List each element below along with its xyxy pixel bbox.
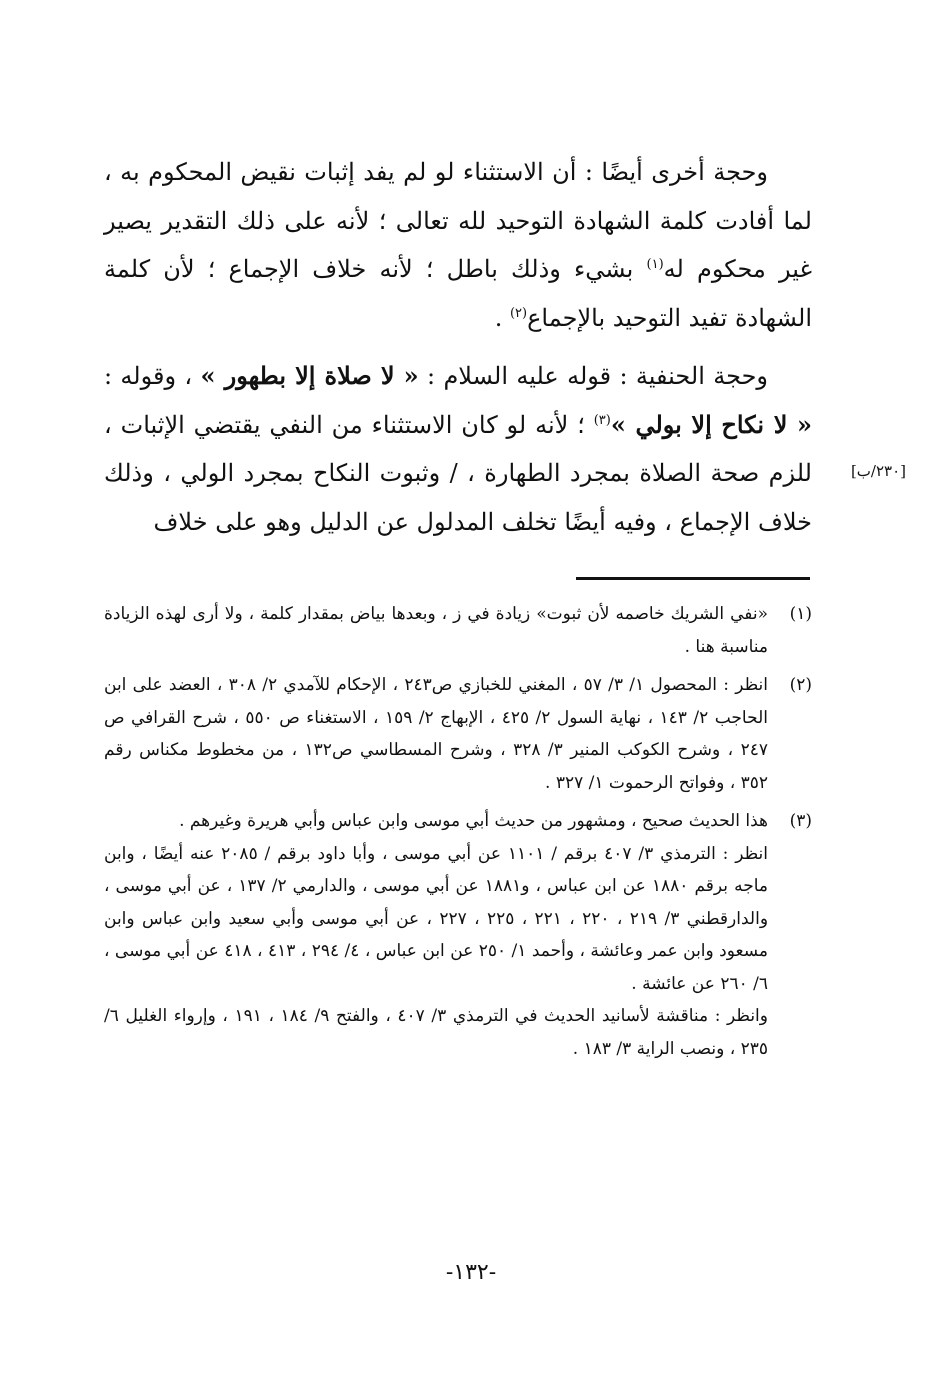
page-number: -١٣٢- — [445, 1260, 497, 1285]
body-paragraph — [104, 352, 812, 546]
footnote-number: (٣) — [789, 811, 812, 831]
body-paragraph — [104, 148, 812, 342]
footnote — [104, 805, 812, 1065]
footnote-number: (٢) — [789, 675, 812, 695]
text-run: ؛ لأنه لو كان الاستثناء من النفي يقتضي الإثبات ، للزم صحة الصلاة بمجرد الطهارة ، / وثبوت النكاح بمجرد الولي ، وذلك خلاف الإجماع ، وفيه أيضًا تخلف المدلول عن الدليل وهو على خلاف — [104, 410, 812, 536]
footnote-number: (١) — [789, 604, 812, 624]
footnote-text: «نفي الشريك خاصمه لأن ثبوت» زيادة في ز ، وبعدها بياض بمقدار كلمة ، ولا أرى لهذه الزيادة مناسبة هنا . — [104, 604, 768, 657]
text-run: . — [494, 303, 510, 332]
main-text — [104, 148, 812, 546]
footnote-text: وانظر : مناقشة لأسانيد الحديث في الترمذي ٣/ ٤٠٧ ، والفتح ٩/ ١٨٤ ، ١٩١ ، وإرواء الغليل ٦/ ٢٣٥ ، ونصب الراية ٣/ ١٨٣ . — [104, 1006, 768, 1059]
hadith-quote: « لا صلاة إلا بطهور » — [200, 361, 419, 390]
hadith-quote: « لا نكاح إلا بولي » — [610, 409, 812, 439]
footnote-reference: (١) — [646, 257, 664, 272]
text-run: وحجة أخرى أيضًا : أن الاستثناء لو لم يفد إثبات نقيض المحكوم به ، لما أفادت كلمة الشهادة التوحيد لله تعالى ؛ لأنه على ذلك التقدير يصير غير محكوم له — [104, 158, 812, 283]
footnote — [104, 669, 812, 799]
footnotes — [104, 598, 812, 1071]
footnote-text: هذا الحديث صحيح ، ومشهور من حديث أبي موسى وابن عباس وأبي هريرة وغيرهم . — [179, 811, 768, 831]
text-run: وحجة الحنفية : قوله عليه السلام : — [418, 362, 769, 390]
footnote-reference: (٢) — [509, 305, 528, 321]
footnote-reference: (٣) — [593, 412, 611, 428]
text-run: ، وقوله : — [104, 362, 201, 390]
footnote-text: انظر : الترمذي ٣/ ٤٠٧ برقم / ١١٠١ عن أبي موسى ، وأبا داود برقم / ٢٠٨٥ عنه أيضًا ، وابن ماجه برقم ١٨٨٠ عن ابن عباس ، و١٨٨١ عن أبي موسى ، والدارمي ٢/ ١٣٧ ، عن أبي موسى ، والدارقطني ٣/ ٢١٩ ، ٢٢٠ ، ٢٢١ ، ٢٢٥ ، ٢٢٧ ، عن أبي موسى وأبي سعيد وابن عباس وابن مسعود وابن عمر وعائشة ، وأحمد ١/ ٢٥٠ عن ابن عباس ، ٤/ ٢٩٤ ، ٤١٣ ، ٤١٨ عن أبي موسى ، ٦/ ٢٦٠ عن عائشة . — [104, 843, 769, 994]
footnote-text: انظر : المحصول ١/ ٣/ ٥٧ ، المغني للخبازي ص٢٤٣ ، الإحكام للآمدي ٢/ ٣٠٨ ، العضد على ابن الحاجب ٢/ ١٤٣ ، نهاية السول ٢/ ٤٢٥ ، الإبهاج ٢/ ١٥٩ ، الاستغناء ص ٥٥٠ ، شرح القرافي ص ٢٤٧ ، وشرح الكوكب المنير ٣/ ٣٢٨ ، وشرح المسطاسي ص١٣٢ ، من مخطوط مكناس رقم ٣٥٢ ، وفواتح الرحموت ١/ ٣٢٧ . — [104, 675, 768, 793]
footnote — [104, 598, 812, 663]
manuscript-folio-marker: [٢٣٠/ب] — [850, 462, 906, 480]
footnote-separator — [576, 577, 810, 580]
text-run: بشيء وذلك باطل ؛ لأنه خلاف الإجماع ؛ لأن كلمة الشهادة تفيد التوحيد بالإجماع — [104, 255, 812, 332]
